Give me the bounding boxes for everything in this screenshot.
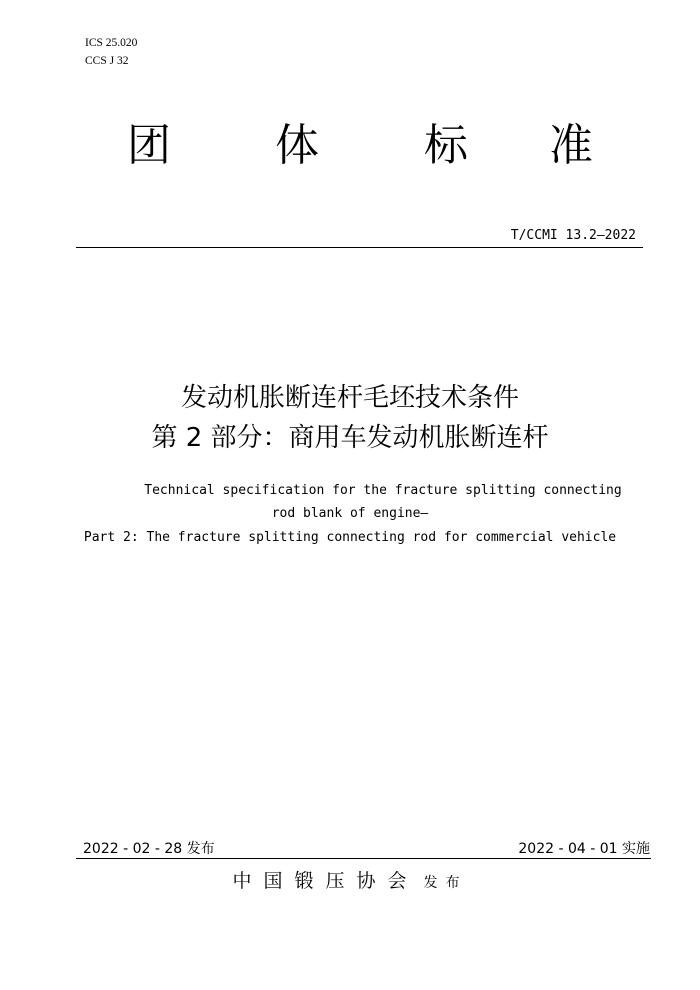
title-en-line2: rod blank of engine— (271, 506, 429, 521)
doc-type-char: 团 (127, 120, 171, 171)
publisher-action: 发布 (423, 875, 468, 891)
doc-type-char: 体 (275, 120, 319, 171)
implement-date: 2022 - 04 - 01 实施 (518, 841, 650, 857)
title-en-line3: Part 2: The fracture splitting connecting rod for commercial vehicle (83, 530, 617, 545)
title-en-line1: Technical specification for the fracture splitting connecting (144, 483, 622, 498)
document-type-heading (0, 118, 700, 178)
title-zh-line2: 第 2 部分：商用车发动机胀断连杆 (151, 423, 549, 453)
bottom-divider (76, 858, 651, 859)
standard-number: T/CCMI 13.2—2022 (510, 228, 636, 243)
classification-codes (85, 34, 137, 70)
title-zh-line1: 发动机胀断连杆毛坯技术条件 (180, 383, 519, 413)
publish-date: 2022 - 02 - 28 发布 (83, 841, 215, 857)
publisher-organization: 中国锻压协会 (232, 870, 419, 892)
publisher-line (0, 866, 700, 893)
doc-type-char: 标 (424, 120, 468, 171)
ccs-code: CCS J 32 (85, 55, 129, 67)
top-divider (76, 247, 643, 248)
doc-type-char: 准 (549, 120, 593, 171)
ics-code: ICS 25.020 (85, 37, 138, 49)
